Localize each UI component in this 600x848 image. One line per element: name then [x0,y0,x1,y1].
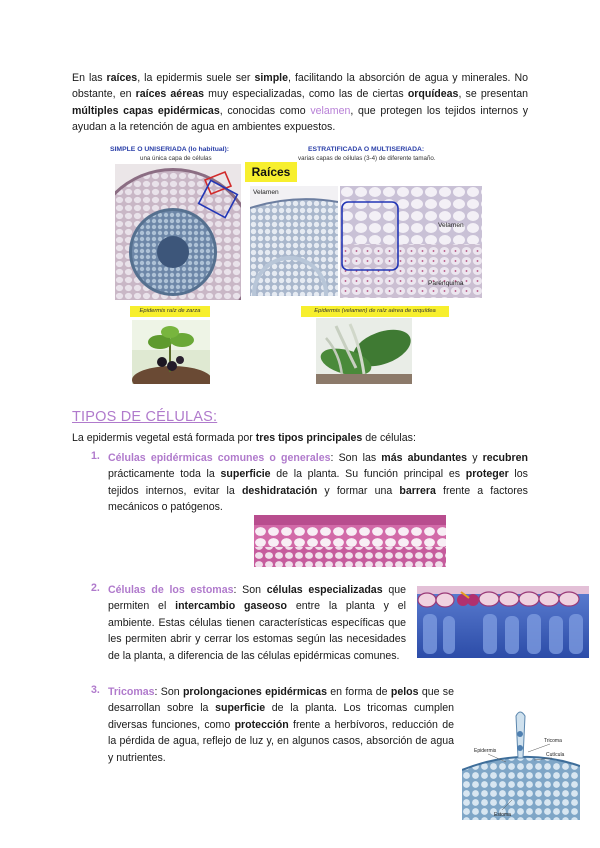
list-item-1-heading: Células epidérmicas comunes o generales [108,452,331,464]
caption-left: Epidermis raíz de zarza [130,306,210,317]
figure-right-subtitle: varias capas de células (3-4) de diferente tamaño. [298,155,436,162]
parenquima-label: Parénquima [428,280,464,287]
caption-right: Epidermis (velamen) de raíz aérea de orquídea [301,306,449,317]
root-cross-section-svg [115,164,241,300]
trichome-diagram [462,708,580,820]
stomata-svg [417,586,589,658]
blackberry-plant-photo [132,320,210,384]
list-item-1: Células epidérmicas comunes o generales: Son las más abundantes y recubren prácticamente toda la superficie de la planta. Su función principal es proteger los tejidos internos, evitar la deshidratación y formar una barrera frente a factores mecánicos o patógenos. [108,452,528,514]
velamen-label-right: Velamen [438,222,464,229]
list-number-2: 2. [91,582,100,594]
list-number-3: 3. [91,684,100,696]
epidermal-cells-image [254,515,446,567]
trichome-svg [462,708,580,820]
section-intro: La epidermis vegetal está formada por tres tipos principales de células: [72,432,416,444]
orchid-photo [316,318,412,384]
list-item-3-heading: Tricomas [108,686,155,698]
stomata-image [417,586,589,658]
trichome-label-cuticula: Cutícula [546,752,565,758]
list-item-3: Tricomas: Son prolongaciones epidérmicas en forma de pelos que se desarrollan sobre la superficie de la planta. Los tricomas cumplen diversas funciones, como protección frente a herbívoros, reducción de la pérdida de agua, reflejo de luz y, en algunos casos, absorción de agua y nutrientes. [108,686,454,764]
list-item-2-heading: Células de los estomas [108,584,234,596]
trichome-label-tricoma: Tricoma [544,738,562,744]
list-item-2: Células de los estomas: Son células especializadas que permiten el intercambio gaseoso entre la planta y el ambiente. Estas células tienen características específicas que les permiten abrir y cerrar los estomas según las necesidades de la planta, a diferencia de las células epidérmicas comunes. [108,584,407,662]
figure-left-title: SIMPLE O UNISERIADA (lo habitual): [110,146,230,153]
intro-paragraph: En las raíces, la epidermis suele ser simple, facilitando la absorción de agua y minerales. No obstante, en raíces aéreas muy especializadas, como las de ciertas orquídeas, se presentan múltiples capas epidérmicas, conocidas como velamen, que protegen los tejidos internos y ayudan a la retención de agua en ambientes expuestos. [72,72,529,134]
velamen-label-left: Velamen [253,189,279,196]
root-velamen-image-small [250,186,338,296]
root-cross-section-image [115,164,241,300]
orchid-svg [316,318,412,384]
trichome-label-estoma: Estoma [494,812,511,818]
figure-right-title: ESTRATIFICADA O MULTISERIADA: [308,146,425,153]
list-number-1: 1. [91,450,100,462]
velamen-small-svg [250,186,338,296]
section-title: TIPOS DE CÉLULAS: [72,409,218,425]
trichome-label-epidermis: Epidermis [474,748,497,754]
figure-left-subtitle: una única capa de células [140,155,212,162]
raices-badge: Raíces [245,162,297,182]
epidermal-cells-svg [254,515,446,567]
blackberry-plant-svg [132,320,210,384]
